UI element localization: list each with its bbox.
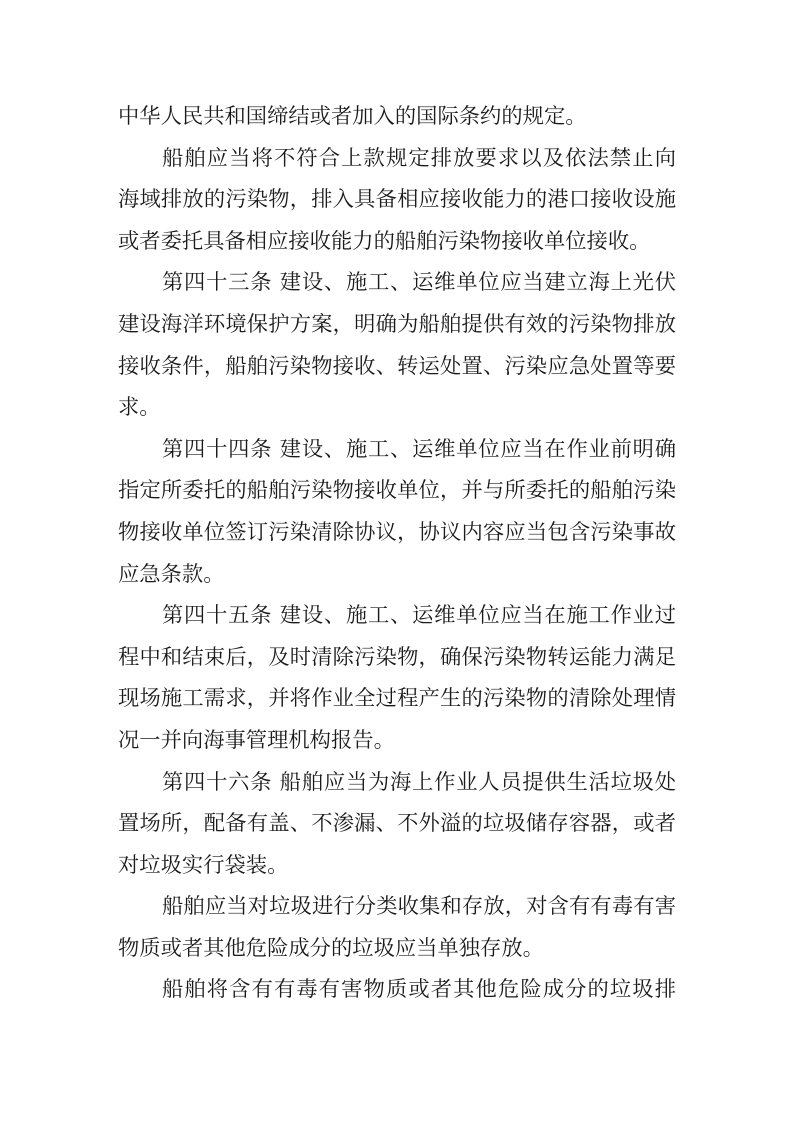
text-line: 对垃圾实行袋装。 — [118, 852, 289, 878]
text-line: 物接收单位签订污染清除协议，协议内容应当包含污染事故 — [118, 519, 676, 545]
text-line: 船舶将含有有毒有害物质或者其他危险成分的垃圾排 — [162, 977, 676, 1003]
text-line: 物质或者其他危险成分的垃圾应当单独存放。 — [118, 935, 544, 961]
text-line: 第四十五条 建设、施工、运维单位应当在施工作业过 — [162, 603, 676, 629]
paragraph — [118, 429, 676, 595]
text-line: 现场施工需求，并将作业全过程产生的污染物的清除处理情 — [118, 686, 676, 712]
paragraph — [118, 138, 676, 263]
text-line: 或者委托具备相应接收能力的船舶污染物接收单位接收。 — [118, 228, 651, 254]
text-line: 程中和结束后，及时清除污染物，确保污染物转运能力满足 — [118, 644, 676, 670]
text-line: 应急条款。 — [118, 561, 225, 587]
paragraph — [118, 969, 676, 1011]
text-line: 建设海洋环境保护方案，明确为船舶提供有效的污染物排放 — [118, 311, 676, 337]
text-line: 船舶应当将不符合上款规定排放要求以及依法禁止向 — [162, 145, 676, 171]
text-line: 第四十三条 建设、施工、运维单位应当建立海上光伏 — [162, 270, 676, 296]
paragraph — [118, 762, 676, 887]
text-line: 置场所，配备有盖、不渗漏、不外溢的垃圾储存容器，或者 — [118, 811, 676, 837]
text-line: 接收条件，船舶污染物接收、转运处置、污染应急处置等要 — [118, 353, 676, 379]
document-page — [118, 96, 676, 1011]
text-line: 船舶应当对垃圾进行分类收集和存放，对含有有毒有害 — [162, 894, 676, 920]
paragraph — [118, 595, 676, 761]
text-line: 况一并向海事管理机构报告。 — [118, 727, 395, 753]
text-line: 中华人民共和国缔结或者加入的国际条约的规定。 — [118, 104, 587, 129]
text-line: 第四十六条 船舶应当为海上作业人员提供生活垃圾处 — [162, 769, 676, 795]
text-line: 求。 — [118, 395, 161, 421]
text-line: 第四十四条 建设、施工、运维单位应当在作业前明确 — [162, 436, 676, 462]
text-line: 指定所委托的船舶污染物接收单位，并与所委托的船舶污染 — [118, 478, 676, 504]
paragraph — [118, 96, 676, 138]
paragraph — [118, 886, 676, 969]
paragraph — [118, 262, 676, 428]
text-line: 海域排放的污染物，排入具备相应接收能力的港口接收设施 — [118, 187, 676, 213]
